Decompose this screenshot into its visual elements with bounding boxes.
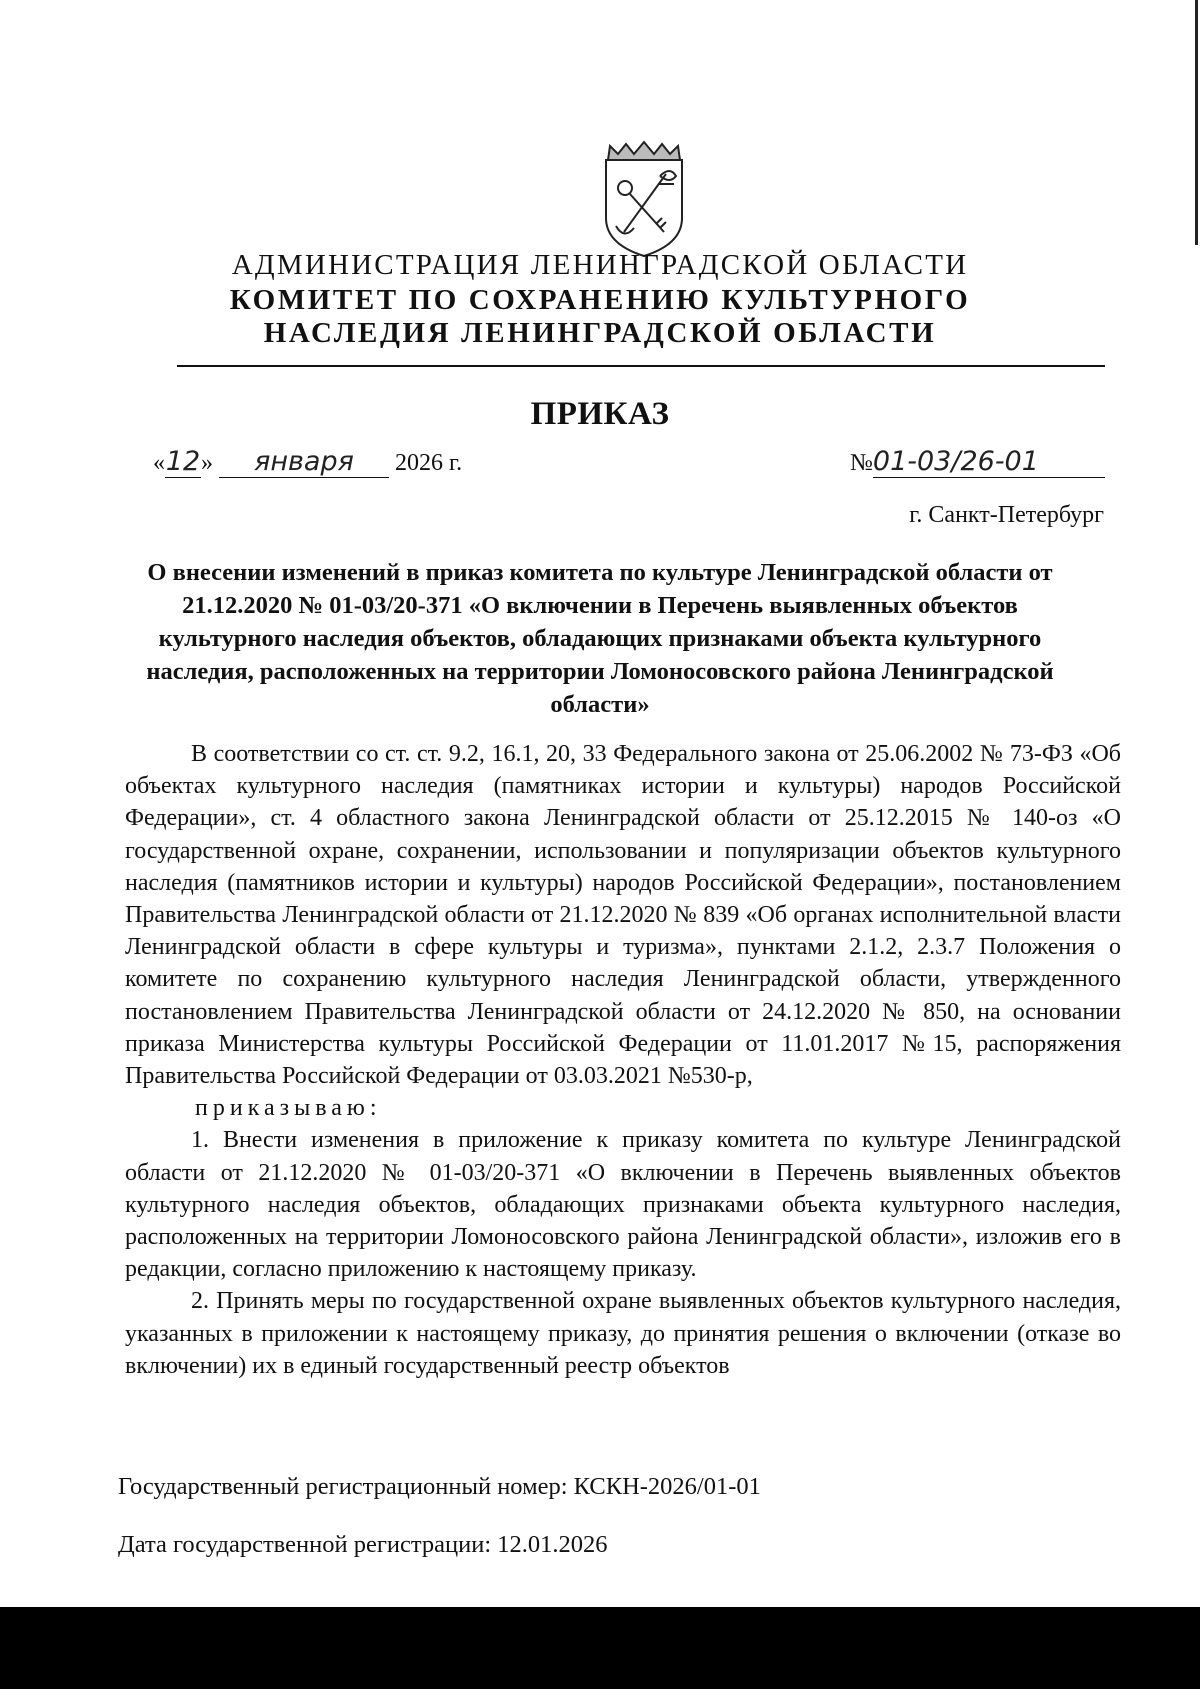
date-day: 12: [165, 446, 201, 477]
registration-date: Дата государственной регистрации: 12.01.2026: [118, 1531, 608, 1558]
registration-number: Государственный регистрационный номер: КСКН-2026/01-01: [118, 1473, 761, 1500]
document-body: [125, 738, 1121, 1382]
document-title: ПРИКАЗ: [530, 396, 670, 432]
scan-bottom-band: [0, 1607, 1200, 1689]
org-name-line1: АДМИНИСТРАЦИЯ ЛЕНИНГРАДСКОЙ ОБЛАСТИ: [231, 249, 969, 281]
order-item-1: 1. Внести изменения в приложение к приказу комитета по культуре Ленинградской области от 21.12.2020 № 01-03/20-371 «О включении в Перечень выявленных объектов культурного наследия объектов, обладающих признаками объекта культурного наследия, расположенных на территории Ломоносовского района Ленинградской области», изложив его в редакции, согласно приложению к настоящему приказу.: [125, 1127, 1121, 1283]
org-name-line2: КОМИТЕТ ПО СОХРАНЕНИЮ КУЛЬТУРНОГО: [229, 284, 971, 316]
order-word: приказываю:: [195, 1095, 382, 1122]
org-name-line3: НАСЛЕДИЯ ЛЕНИНГРАДСКОЙ ОБЛАСТИ: [263, 317, 937, 349]
preamble-paragraph: В соответствии со ст. ст. 9.2, 16.1, 20, 33 Федерального закона от 25.06.2002 № 73-ФЗ «Об объектах культурного наследия (памятниках истории и культуры) народов Российской Федерации», ст. 4 областного закона Ленинградской области от 25.12.2015 № 140-оз «О государственной охране, сохранении, использовании и популяризации объектов культурного наследия (памятников истории и культуры) народов Российской Федерации», постановлением Правительства Ленинградской области от 21.12.2020 № 839 «Об органах исполнительной власти Ленинградской области в сфере культуры и туризма», пунктами 2.1.2, 2.3.7 Положения о комитете по сохранению культурного наследия Ленинградской области, утвержденного постановлением Правительства Ленинградской области от 24.12.2020 № 850, на основании приказа Министерства культуры Российской Федерации от 11.01.2017 №15, распоряжения Правительства Российской Федерации от 03.03.2021 №530-р,: [125, 741, 1121, 1090]
number-prefix: №: [850, 450, 873, 476]
document-subject: О внесении изменений в приказ комитета по культуре Ленинградской области от 21.12.2020 № 01-03/20-371 «О включении в Перечень выявленных объектов культурного наследия объектов, обладающих признаками объекта культурного наследия, расположенных на территории Ломоносовского района Ленинградской области»: [146, 559, 1054, 718]
header-divider: [177, 365, 1105, 367]
coat-of-arms-icon: [598, 140, 690, 260]
document-number: [850, 446, 1105, 478]
scan-edge-line: [1195, 0, 1198, 245]
document-city: г. Санкт-Петербург: [909, 502, 1104, 528]
document-date: [153, 446, 462, 478]
date-close-quote: »: [201, 450, 213, 476]
order-item-2: 2. Принять меры по государственной охране выявленных объектов культурного наследия, указанных в приложении к настоящему приказу, до принятия решения о включении (отказе во включении) их в единый государственный реестр объектов: [125, 1288, 1121, 1379]
date-open-quote: «: [153, 450, 165, 476]
date-month: января: [219, 446, 389, 478]
number-value: 01-03/26-01: [873, 446, 1105, 478]
date-year: 2026 г.: [395, 450, 463, 476]
